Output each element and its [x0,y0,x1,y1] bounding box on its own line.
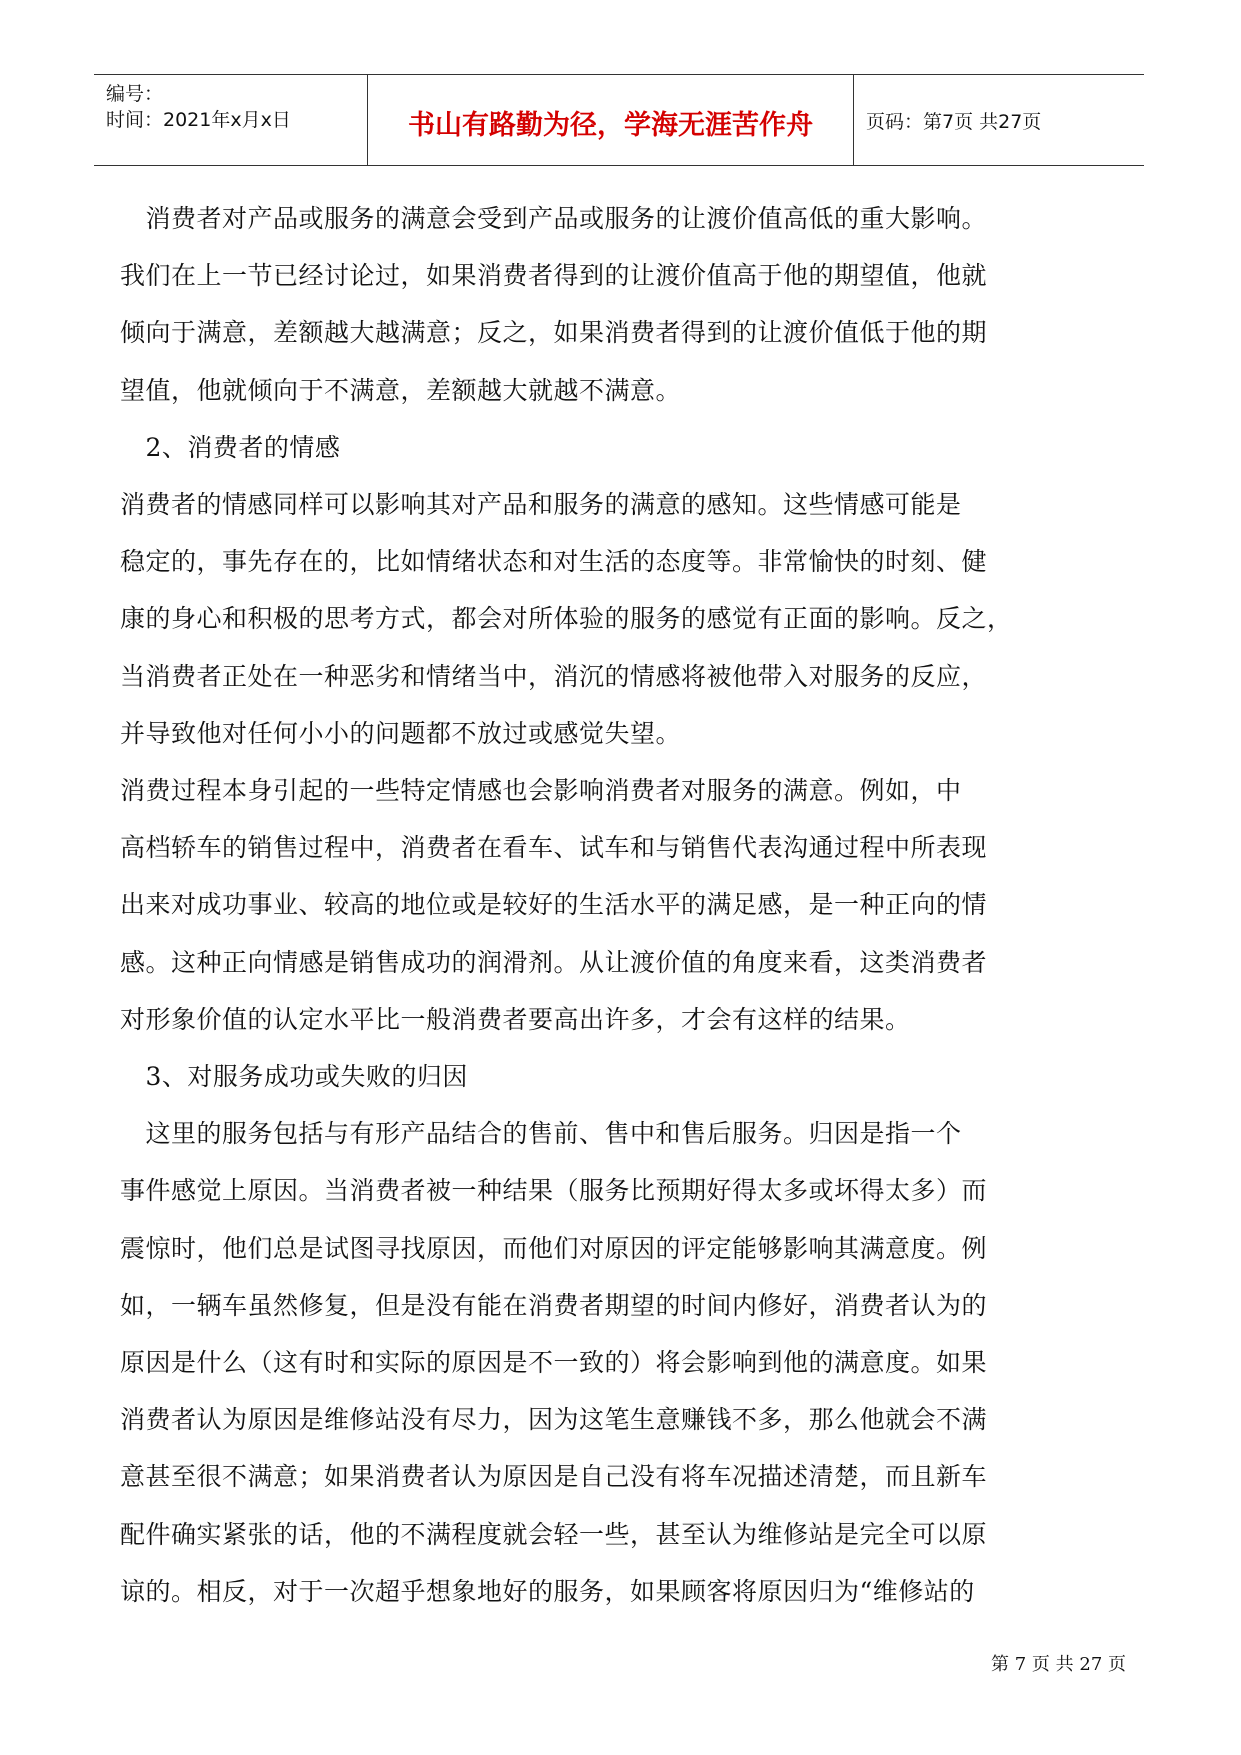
section-heading-attribution [120,1048,1130,1105]
text-line: 对形象价值的认定水平比一般消费者要高出许多，才会有这样的结果。 [120,1004,911,1034]
header-motto: 书山有路勤为径，学海无涯苦作舟 [408,110,813,141]
text-line: 消费者的情感同样可以影响其对产品和服务的满意的感知。这些情感可能是 [120,490,962,520]
paragraph-consumption-emotion [120,762,1130,1048]
header-page-code: 页码：第7页 共27页 [866,111,1042,133]
text-line: 我们在上一节已经讨论过，如果消费者得到的让渡价值高于他的期望值，他就 [120,261,988,291]
heading-line: 3、对服务成功或失败的归因 [120,1062,468,1092]
text-line: 原因是什么（这有时和实际的原因是不一致的）将会影响到他的满意度。如果 [120,1348,988,1378]
text-line: 消费者对产品或服务的满意会受到产品或服务的让渡价值高低的重大影响。 [120,204,988,233]
text-line: 事件感觉上原因。当消费者被一种结果（服务比预期好得太多或坏得太多）而 [120,1176,988,1206]
paragraph-emotion [120,476,1130,762]
document-body [120,190,1130,1620]
paragraph-attribution [120,1105,1130,1620]
text-line: 感。这种正向情感是销售成功的润滑剂。从让渡价值的角度来看，这类消费者 [120,947,988,977]
text-line: 如，一辆车虽然修复，但是没有能在消费者期望的时间内修好，消费者认为的 [120,1290,988,1320]
text-line: 震惊时，他们总是试图寻找原因，而他们对原因的评定能够影响其满意度。例 [120,1233,988,1263]
text-line: 出来对成功事业、较高的地位或是较好的生活水平的满足感，是一种正向的情 [120,890,988,920]
text-line: 望值，他就倾向于不满意，差额越大就越不满意。 [120,375,682,405]
text-line: 高档轿车的销售过程中，消费者在看车、试车和与销售代表沟通过程中所表现 [120,833,988,863]
header-left-cell [94,75,368,165]
section-heading-emotion [120,419,1130,476]
text-line: 当消费者正处在一种恶劣和情绪当中，消沉的情感将被他带入对服务的反应， [120,661,988,691]
text-line: 并导致他对任何小小的问题都不放过或感觉失望。 [120,718,682,748]
text-line: 意甚至很不满意；如果消费者认为原因是自己没有将车况描述清楚，而且新车 [120,1462,988,1492]
page-header [94,74,1144,166]
text-line: 消费者认为原因是维修站没有尽力，因为这笔生意赚钱不多，那么他就会不满 [120,1405,988,1435]
header-middle-cell [368,75,854,165]
header-right-cell [854,75,1144,165]
paragraph-satisfaction [120,190,1130,419]
page-footer: 第 7 页 共 27 页 [991,1654,1126,1675]
text-line: 消费过程本身引起的一些特定情感也会影响消费者对服务的满意。例如，中 [120,776,962,806]
document-time-label: 时间：2021年x月x日 [106,109,291,131]
text-line: 倾向于满意，差额越大越满意；反之，如果消费者得到的让渡价值低于他的期 [120,318,988,348]
text-line: 配件确实紧张的话，他的不满程度就会轻一些，甚至认为维修站是完全可以原 [120,1519,988,1549]
text-line: 谅的。相反，对于一次超乎想象地好的服务，如果顾客将原因归为“维修站的 [120,1576,975,1606]
heading-line: 2、消费者的情感 [120,432,341,462]
text-line: 这里的服务包括与有形产品结合的售前、售中和售后服务。归因是指一个 [120,1119,962,1149]
text-line: 稳定的，事先存在的，比如情绪状态和对生活的态度等。非常愉快的时刻、健 [120,547,988,577]
document-number-label: 编号： [106,83,164,105]
text-line: 康的身心和积极的思考方式，都会对所体验的服务的感觉有正面的影响。反之， [120,604,1013,634]
